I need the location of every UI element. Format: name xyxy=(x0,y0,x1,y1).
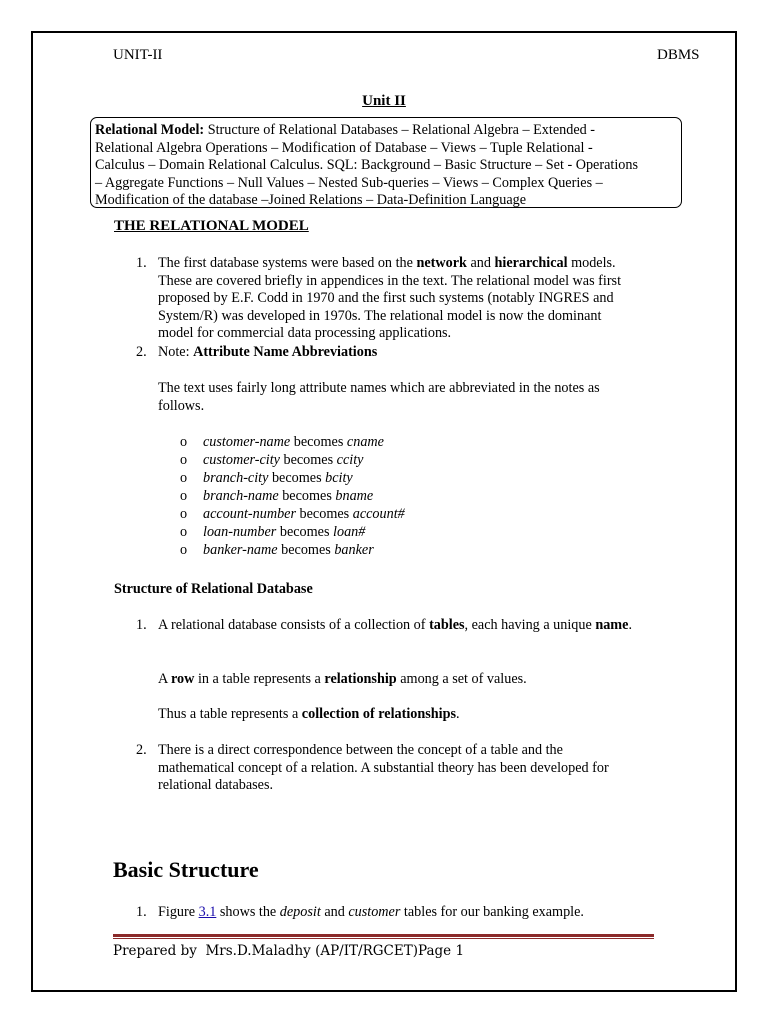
short-name: ccity xyxy=(336,452,364,468)
list-text: There is a direct correspondence between the concept of a table and the mathematical concept of a relation. A substantial theory has been developed for relational databases. xyxy=(158,742,609,794)
bullet-marker: o xyxy=(180,506,188,522)
text-run: becomes xyxy=(279,452,337,468)
bullet-marker: o xyxy=(180,524,188,540)
long-name: branch-city xyxy=(203,470,269,486)
text-run: , each having a unique xyxy=(464,617,596,633)
long-name: customer-name xyxy=(203,434,291,450)
bold-term: tables xyxy=(429,617,465,633)
bullet-marker: o xyxy=(180,452,188,468)
long-name: customer-city xyxy=(203,452,280,468)
section-title-basic-structure: Basic Structure xyxy=(113,857,259,882)
bullet-marker: o xyxy=(180,434,188,450)
short-name: banker xyxy=(334,542,374,558)
text-run: and xyxy=(466,255,495,271)
thus-paragraph xyxy=(158,706,638,724)
long-name: account-number xyxy=(203,506,296,522)
text-run: and xyxy=(320,904,349,920)
text-run: A xyxy=(158,671,172,687)
bold-term: network xyxy=(416,255,467,271)
list-text xyxy=(158,255,638,343)
footer-text: Prepared by Mrs.D.Maladhy (AP/IT/RGCET)Page 1 xyxy=(113,943,465,959)
list-text xyxy=(203,541,374,559)
text-run: Note: xyxy=(158,344,194,360)
text-run: becomes xyxy=(278,488,336,504)
text-run: The first database systems were based on the xyxy=(158,255,417,271)
bold-term: Attribute Name Abbreviations xyxy=(193,344,378,360)
text-run: . xyxy=(628,617,632,633)
short-name: bcity xyxy=(325,470,353,486)
unit-title: Unit II xyxy=(362,93,406,109)
text-run: Thus a table represents a xyxy=(158,706,302,722)
section-title-relational-model: THE RELATIONAL MODEL xyxy=(114,218,309,234)
text-run: Figure xyxy=(158,904,199,920)
list-text xyxy=(203,469,353,487)
italic-term: customer xyxy=(348,904,401,920)
bullet-marker: o xyxy=(180,542,188,558)
footer-rule-thick xyxy=(113,934,654,937)
text-run: tables for our banking example. xyxy=(400,904,584,920)
list-text xyxy=(203,505,405,523)
bold-term: relationship xyxy=(324,671,397,687)
short-name: loan# xyxy=(333,524,366,540)
short-name: bname xyxy=(335,488,374,504)
list-text xyxy=(203,451,363,469)
text-run: becomes xyxy=(290,434,347,450)
header-unit: UNIT-II xyxy=(113,47,163,63)
list-number: 1. xyxy=(136,617,147,633)
long-name: banker-name xyxy=(203,542,278,558)
text-run: becomes xyxy=(295,506,353,522)
text-run: among a set of values. xyxy=(396,671,527,687)
header-subject: DBMS xyxy=(657,47,700,63)
text-run: shows the xyxy=(216,904,280,920)
short-name: cname xyxy=(346,434,384,450)
bold-term: hierarchical xyxy=(494,255,568,271)
italic-term: deposit xyxy=(279,904,321,920)
list-text xyxy=(203,487,373,505)
text-run: in a table represents a xyxy=(194,671,325,687)
syllabus-line: Modification of the database –Joined Relations – Data-Definition Language xyxy=(95,192,527,208)
list-number: 2. xyxy=(136,344,147,360)
section-title-structure: Structure of Relational Database xyxy=(114,581,313,597)
text-run: models. These are covered briefly in appendices in the text. The relational model was first proposed by E.F. Codd in 1970 and the first such systems (notably INGRES and System/R) was developed in 1970s. The relational model is now the dominant model for commercial data processing applications. xyxy=(158,255,622,342)
text-run: . xyxy=(456,706,460,722)
text-run: becomes xyxy=(276,524,334,540)
list-number: 1. xyxy=(136,904,147,920)
bold-term: name xyxy=(595,617,629,633)
syllabus-label: Relational Model: xyxy=(95,122,205,138)
text-run: A relational database consists of a collection of xyxy=(158,617,430,633)
list-number: 2. xyxy=(136,742,147,758)
text-run: becomes xyxy=(268,470,326,486)
syllabus-line: Calculus – Domain Relational Calculus. SQL: Background – Basic Structure – Set - Operations xyxy=(95,157,638,174)
syllabus-line: Structure of Relational Databases – Relational Algebra – Extended - xyxy=(204,122,595,138)
list-text xyxy=(203,433,384,451)
list-number: 1. xyxy=(136,255,147,271)
bullet-marker: o xyxy=(180,470,188,486)
figure-link[interactable]: 3.1 xyxy=(198,904,217,920)
list-text xyxy=(158,904,638,922)
long-name: branch-name xyxy=(203,488,279,504)
syllabus-line: – Aggregate Functions – Null Values – Nested Sub-queries – Views – Complex Queries – xyxy=(95,174,603,191)
row-paragraph xyxy=(158,671,638,689)
short-name: account# xyxy=(352,506,405,522)
footer-rule-thin xyxy=(113,938,654,939)
bullet-marker: o xyxy=(180,488,188,504)
list-text xyxy=(158,617,638,635)
bold-term: row xyxy=(171,671,195,687)
long-name: loan-number xyxy=(203,524,277,540)
list-text xyxy=(158,344,638,362)
syllabus-box xyxy=(90,117,682,208)
bold-term: collection of relationships xyxy=(301,706,457,722)
syllabus-line: Relational Algebra Operations – Modification of Database – Views – Tuple Relational - xyxy=(95,139,593,156)
abbreviation-intro: The text uses fairly long attribute names which are abbreviated in the notes as follows. xyxy=(158,380,600,414)
list-text xyxy=(203,523,365,541)
text-run: becomes xyxy=(277,542,335,558)
